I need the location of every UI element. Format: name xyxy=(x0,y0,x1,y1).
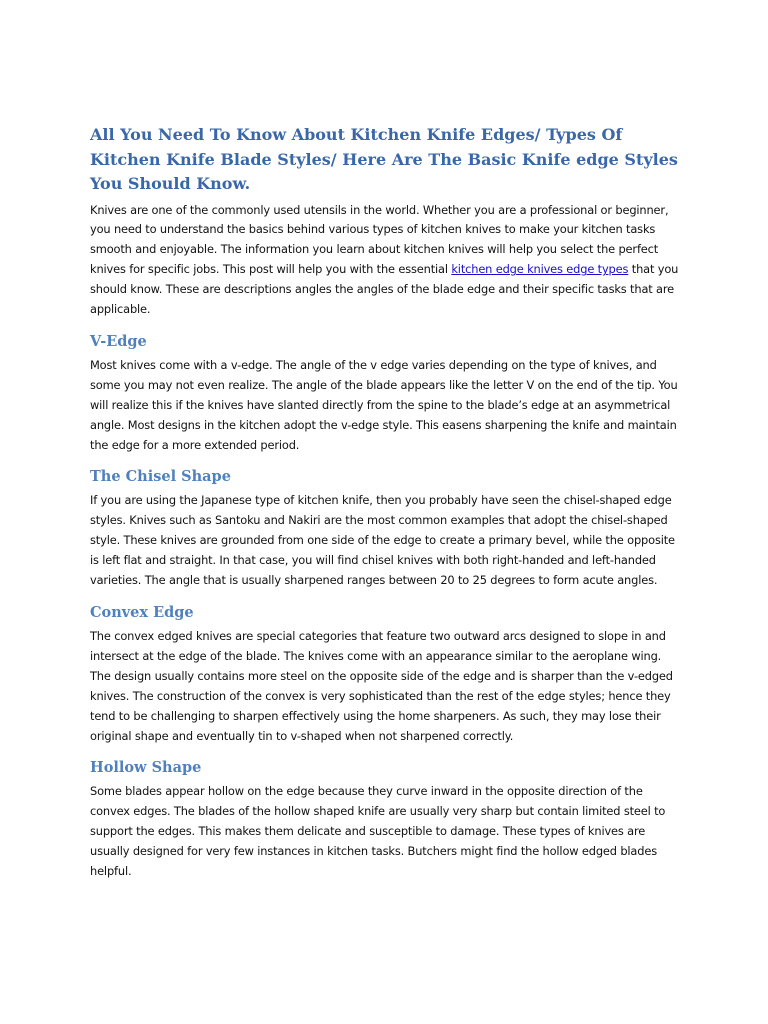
article-title: All You Need To Know About Kitchen Knife Edges/ Types Of Kitchen Knife Blade Styles/ Here Are The Basic Knife edge Styles You Should Know. xyxy=(90,125,678,193)
intro-text-end: that you should know. These are descriptions angles the angles of the blade edge and their specific tasks that are applicable. xyxy=(90,262,679,317)
section-body-chisel-shape: If you are using the Japanese type of kitchen knife, then you probably have seen the chisel-shaped edge styles. Knives such as Santoku and Nakiri are the most common examples that adopt the chisel-shaped style. These knives are grounded from one side of the edge to create a primary bevel, while the opposite is left flat and straight. In that case, you will find chisel knives with both right-handed and left-handed varieties. The angle that is usually sharpened ranges between 20 to 25 degrees to form acute angles. xyxy=(90,493,675,588)
section-heading-chisel-shape: The Chisel Shape xyxy=(90,468,231,486)
section-heading-v-edge: V-Edge xyxy=(90,332,147,350)
section-body-convex-edge: The convex edged knives are special categories that feature two outward arcs designed to slope in and intersect at the edge of the blade. The knives come with an appearance similar to the aeroplane wing. The design usually contains more steel on the opposite side of the edge and is sharper than the v-edged knives. The construction of the convex is very sophisticated than the rest of the edge styles; hence they tend to be challenging to sharpen effectively using the home sharpeners. As such, they may lose their original shape and eventually tin to v-shaped when not sharpened correctly. xyxy=(90,629,673,743)
intro-text-start: Knives are one of the commonly used utensils in the world. Whether you are a professional or beginner, you need to understand the basics behind various types of kitchen knives to make your kitchen tasks smooth and enjoyable. The information you learn about kitchen knives will help you select the perfect knives for specific jobs. This post will help you with the essential xyxy=(90,202,669,277)
section-body-v-edge: Most knives come with a v-edge. The angle of the v edge varies depending on the type of knives, and some you may not even realize. The angle of the blade appears like the letter V on the end of the tip. You will realize this if the knives have slanted directly from the spine to the blade’s edge at an asymmetrical angle. Most designs in the kitchen adopt the v-edge style. This easens sharpening the knife and maintain the edge for a more extended period. xyxy=(90,357,678,452)
section-body-hollow-shape: Some blades appear hollow on the edge because they curve inward in the opposite direction of the convex edges. The blades of the hollow shaped knife are usually very sharp but contain limited steel to support the edges. This makes them delicate and susceptible to damage. These types of knives are usually designed for very few instances in kitchen tasks. Butchers might find the hollow edged blades helpful. xyxy=(90,784,666,879)
intro-paragraph xyxy=(90,201,680,320)
knife-edge-types-link[interactable]: kitchen edge knives edge types xyxy=(451,262,629,277)
section-heading-hollow-shape: Hollow Shape xyxy=(90,759,202,777)
section-heading-convex-edge: Convex Edge xyxy=(90,604,194,621)
